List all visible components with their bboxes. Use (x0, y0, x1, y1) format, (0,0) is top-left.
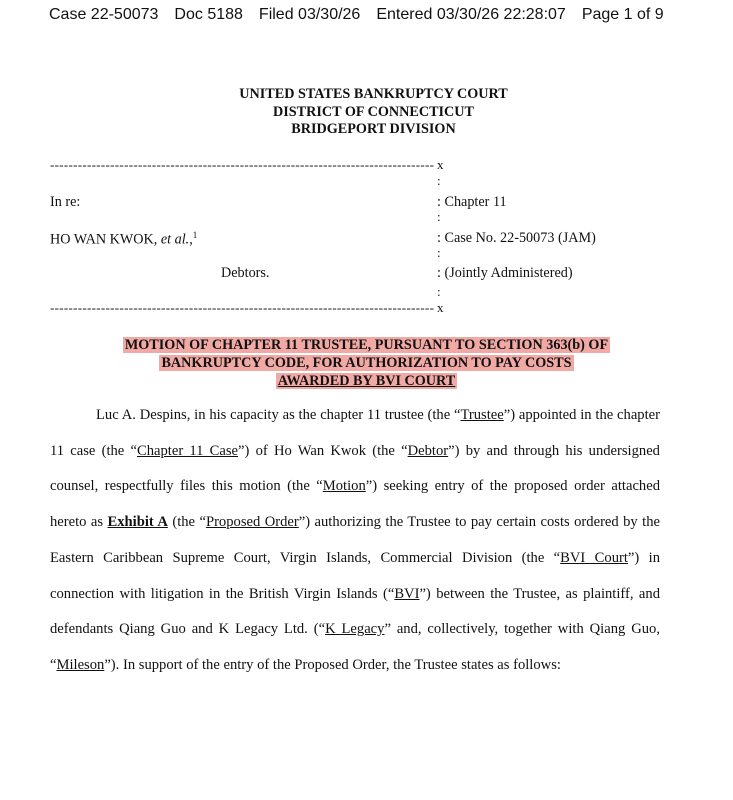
motion-title-line-1: MOTION OF CHAPTER 11 TRUSTEE, PURSUANT TO SECTION 363(b) OF (124, 337, 609, 353)
defined-term-chapter-11-case: Chapter 11 Case (136, 442, 239, 459)
text-run: ”) authorizing the Trustee to pay certain costs ordered by the Eastern Caribbean Supreme Court, Virgin Islands, Commercial Division (the “ (50, 514, 660, 566)
caption-colon: : (437, 284, 441, 299)
motion-body (50, 398, 660, 684)
text-run: ”). In support of the entry of the Proposed Order, the Trustee states as follows: (104, 656, 561, 673)
caption-colon: : (437, 173, 441, 188)
jointly-administered-label: : (Jointly Administered) (437, 265, 573, 281)
text-run: ”) appointed in the chapter 11 case (the “ (50, 407, 660, 459)
entered-date: Entered 03/30/26 22:28:07 (376, 6, 566, 23)
filed-date: Filed 03/30/26 (258, 6, 361, 23)
debtors-label: Debtors. (221, 265, 270, 281)
text-run: ”) by and through his undersigned counsel, respectfully files this motion (the “ (50, 442, 660, 495)
caption-rule-top: ----------------------------------------------------------------------------------- (50, 157, 435, 172)
text-run: ”) between the Trustee, as plaintiff, and defendants Qiang Guo and K Legacy Ltd. (“ (50, 585, 660, 638)
caption-rule-bottom-end: x (437, 300, 444, 315)
exhibit-reference: Exhibit A (107, 514, 168, 531)
caption-rule-top-end: x (437, 157, 444, 172)
text-run: ” and, collectively, together with Qiang Guo, “ (50, 621, 660, 673)
caption-colon: : (437, 209, 441, 224)
filing-header (49, 6, 680, 24)
motion-title (0, 336, 733, 390)
court-heading (0, 86, 733, 139)
motion-title-line-3: AWARDED BY BVI COURT (277, 373, 456, 389)
defined-term-bvi-court: BVI Court (560, 549, 628, 566)
text-run: ”) of Ho Wan Kwok (the “ (238, 442, 408, 459)
case-number-label: : Case No. 22-50073 (JAM) (437, 230, 596, 246)
text-run: Luc A. Despins, in his capacity as the chapter 11 trustee (the “ (96, 407, 461, 423)
doc-number: Doc 5188 (174, 6, 243, 23)
defined-term-k-legacy: K Legacy (325, 621, 385, 638)
text-run: ”) in connection with litigation in the British Virgin Islands (“ (50, 549, 660, 602)
chapter-label: : Chapter 11 (437, 194, 507, 210)
text-run: ”) seeking entry of the proposed order attached hereto as (50, 478, 660, 531)
defined-term-proposed-order: Proposed Order (205, 514, 299, 531)
caption-colon: : (437, 245, 441, 260)
court-name: UNITED STATES BANKRUPTCY COURT (239, 86, 508, 102)
defined-term-bvi: BVI (394, 585, 420, 602)
page-indicator: Page 1 of 9 (581, 6, 664, 23)
et-al: et al. (160, 231, 190, 248)
court-division: BRIDGEPORT DIVISION (291, 121, 456, 137)
footnote-mark: 1 (192, 230, 198, 240)
in-re-label: In re: (50, 194, 81, 210)
caption-rule-bottom: ----------------------------------------------------------------------------------- (50, 300, 435, 315)
defined-term-motion: Motion (322, 478, 366, 495)
court-district: DISTRICT OF CONNECTICUT (272, 103, 475, 120)
debtor-name: HO WAN KWOK, (50, 231, 158, 248)
intro-paragraph (50, 398, 660, 684)
defined-term-mileson: Mileson (56, 656, 105, 673)
case-number: Case 22-50073 (49, 6, 159, 23)
text-run: (the “ (167, 514, 206, 531)
motion-title-line-2: BANKRUPTCY CODE, FOR AUTHORIZATION TO PAY COSTS (161, 355, 572, 371)
debtor-caption: HO WAN KWOK, et al.,$^1$ (50, 230, 198, 248)
defined-term-trustee: Trustee (460, 407, 504, 423)
defined-term-debtor: Debtor (407, 442, 449, 459)
